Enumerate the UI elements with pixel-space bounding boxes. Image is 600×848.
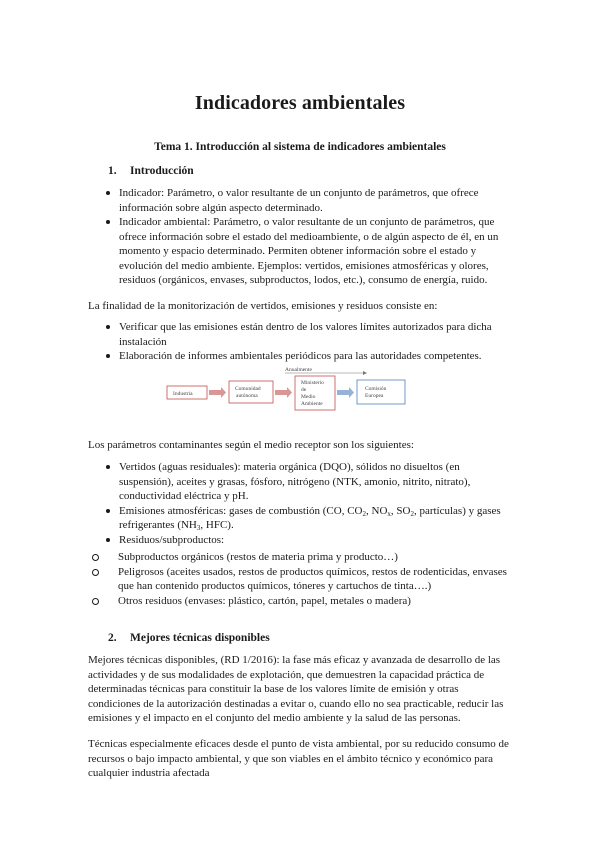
section-2-heading — [108, 632, 270, 644]
mtd-techniques: Técnicas especialmente eficaces desde el punto de vista ambiental, por su reducido consumo de recursos o bajo impacto ambiental, y que son viables en el ámbito técnico y económico para cualquier industria afectada — [88, 738, 509, 779]
box-comunidad-line2: autónoma — [236, 393, 258, 399]
list-item: Peligrosos (aceites usados, restos de productos químicos, restos de rodenticidas, envases que han contenido productos químicos, tóneres y cartuchos de tinta….) — [90, 565, 510, 594]
list-item: Verificar que las emisiones están dentro de los valores límites autorizados para dicha instalación — [106, 320, 506, 349]
box-industria-label: Industria — [173, 391, 193, 397]
list-item: Elaboración de informes ambientales periódicos para las autoridades competentes. — [106, 349, 506, 364]
list-item: Indicador: Parámetro, o valor resultante de un conjunto de parámetros, que ofrece información sobre algún aspecto determinado. — [106, 186, 506, 215]
box-comision-line2: Europea — [365, 393, 384, 399]
parameters-intro: Los parámetros contaminantes según el medio receptor son los siguientes: — [88, 439, 414, 451]
list-item: Subproductos orgánicos (restos de materia prima y producto…) — [90, 550, 510, 565]
arrow-3 — [337, 387, 354, 398]
box-ministerio-line3: Medio — [301, 394, 316, 400]
document-title: Indicadores ambientales — [194, 92, 406, 114]
box-comision — [357, 380, 405, 404]
arrow-2 — [275, 387, 292, 398]
box-comision-line1: Comisión — [365, 386, 387, 392]
list-item-emisiones: Emisiones atmosféricas: gases de combustión (CO, $CO_2$, $NO_x$, $SO_2$, partículas) y gases refrigerantes ($NH_3$, HFC). — [106, 504, 506, 533]
box-ministerio-line1: Ministerio — [301, 380, 324, 386]
reporting-flow-diagram — [165, 364, 435, 414]
section-2-title: Mejores técnicas disponibles — [130, 632, 270, 644]
list-item-residuos: Residuos/subproductos: — [106, 533, 506, 548]
residuos-list — [90, 550, 510, 608]
monitoring-list — [106, 320, 506, 364]
section-1-heading — [108, 165, 194, 177]
box-ministerio-line2: de — [301, 387, 307, 393]
section-1-title: Introducción — [130, 165, 194, 177]
section-1-number: 1. — [108, 165, 117, 177]
parameters-list — [106, 460, 506, 547]
topic-subtitle: Tema 1. Introducción al sistema de indicadores ambientales — [154, 141, 446, 153]
list-item-vertidos: Vertidos (aguas residuales): materia orgánica (DQO), sólidos no disueltos (en suspensión), aceites y grasas, fósforo, nitrógeno (NTK, amonio, nitrito, nitrato), conductividad eléctrica y pH. — [106, 460, 506, 504]
section-2-number: 2. — [108, 632, 117, 644]
definitions-list — [106, 186, 506, 288]
box-ministerio-line4: Ambiente — [301, 401, 323, 407]
flow-svg — [165, 364, 435, 414]
list-item: Otros residuos (envases: plástico, cartón, papel, metales o madera) — [90, 594, 510, 609]
box-comunidad — [229, 381, 273, 403]
box-comunidad-line1: Comunidad — [235, 386, 261, 392]
monitoring-intro: La finalidad de la monitorización de vertidos, emisiones y residuos consiste en: — [88, 300, 438, 312]
arrow-1 — [209, 387, 226, 398]
mtd-definition: Mejores técnicas disponibles, (RD 1/2016): la fase más eficaz y avanzada de desarrollo de las actividades y de sus modalidades de explotación, que demuestren la capacidad práctica de determinadas técnicas para constituir la base de los valores límite de emisión y otras condiciones de la autorización destinadas a evitar o, cuando ello no sea practicable, reducir las emisiones y el impacto en el conjunto del medio ambiente y la salud de las personas. — [88, 654, 504, 724]
annotation-arrowhead — [363, 371, 367, 375]
diagram-annotation: Anualmente — [285, 367, 312, 373]
list-item: Indicador ambiental: Parámetro, o valor resultante de un conjunto de parámetros, que ofrece información sobre el estado del medioambiente, o de algún aspecto de él, en un momento y espacio determinado. Permiten obtener información sobre el estado y evolución del medio ambiente. Ejemplos: vertidos, emisiones atmosféricas y olores, residuos (orgánicos, envases, subproductos, lodos, etc.), consumo de energía, ruido. — [106, 215, 506, 288]
